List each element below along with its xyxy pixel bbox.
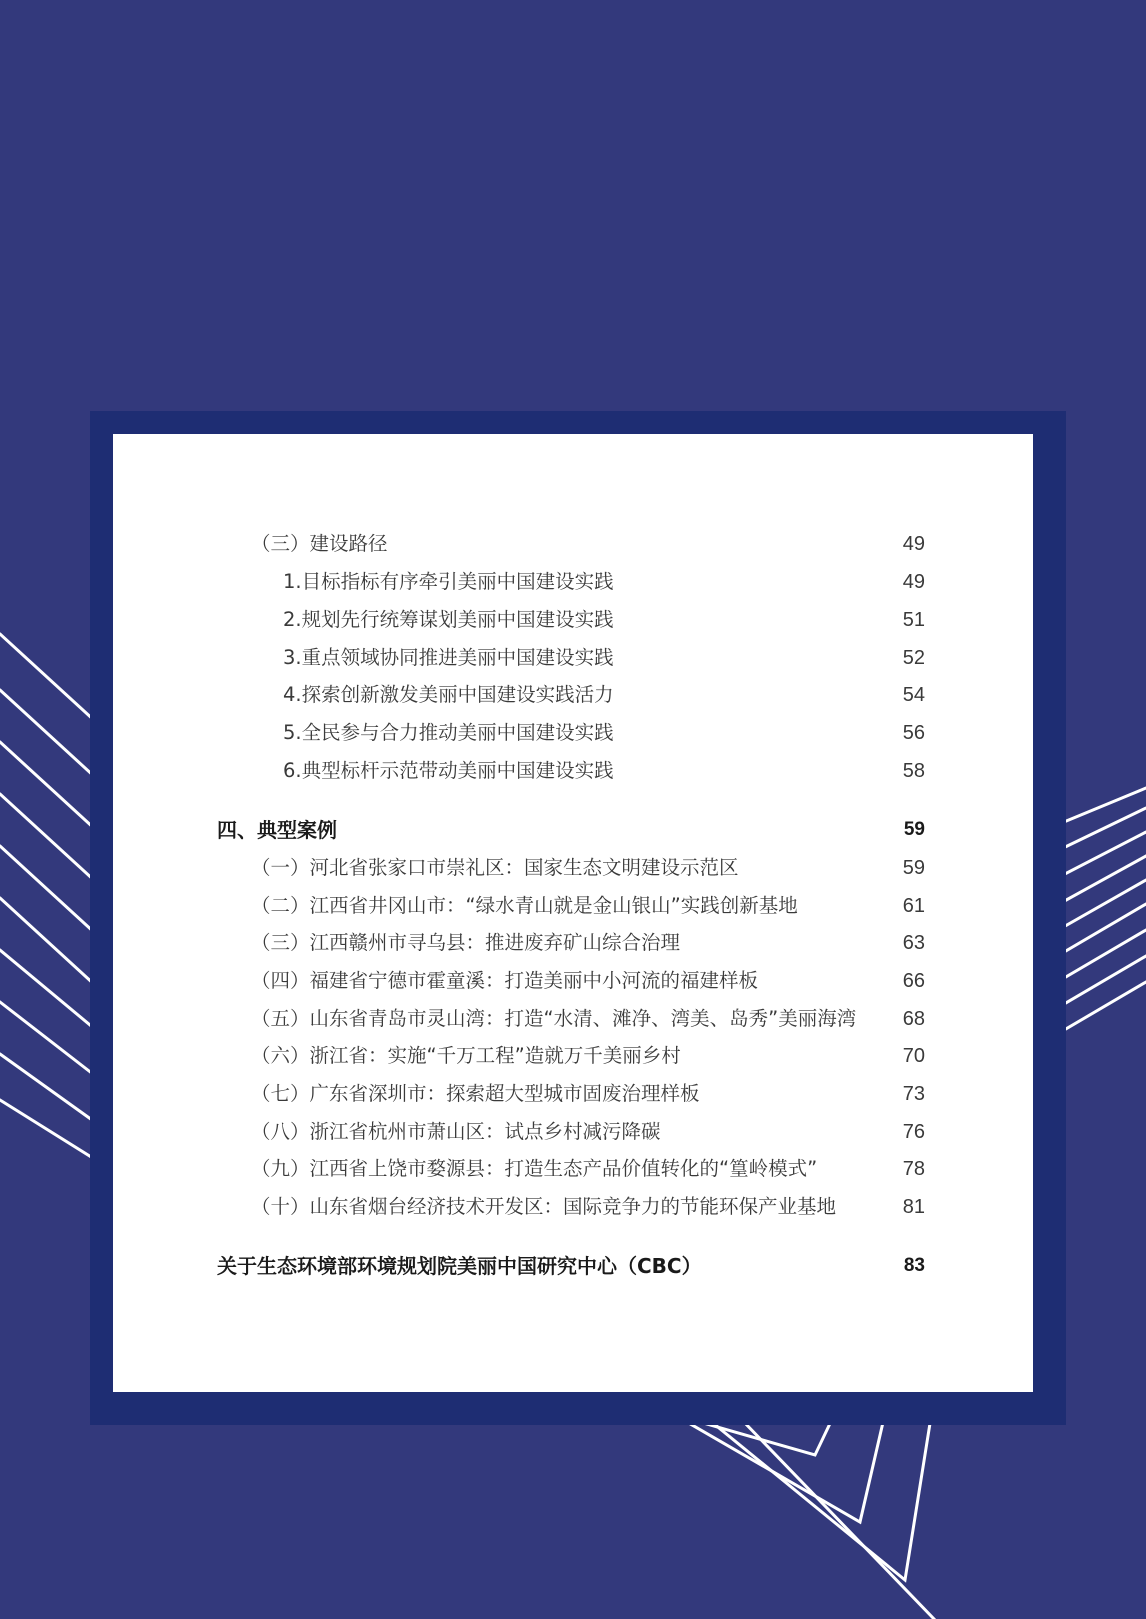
toc-entry-page: 68 xyxy=(902,1008,925,1030)
toc-entry-label: （六）浙江省：实施“千万工程”造就万千美丽乡村 xyxy=(251,1044,681,1067)
toc-entry-page: 58 xyxy=(902,760,925,782)
toc-section-label: 四、典型案例 xyxy=(217,818,337,842)
toc-entry-page: 54 xyxy=(902,684,925,706)
toc-entry xyxy=(113,755,1033,787)
toc-entry xyxy=(113,1153,1033,1185)
toc-entry-page: 76 xyxy=(902,1121,925,1143)
toc-entry xyxy=(113,890,1033,922)
toc-entry-page: 49 xyxy=(902,533,925,555)
toc-entry-page: 61 xyxy=(902,895,925,917)
toc-entry-page: 51 xyxy=(902,609,925,631)
toc-entry-label: 2.规划先行统筹谋划美丽中国建设实践 xyxy=(283,608,614,631)
toc-entry-page: 66 xyxy=(902,970,925,992)
toc-entry-label: （一）河北省张家口市崇礼区：国家生态文明建设示范区 xyxy=(251,856,739,879)
toc-entry-label: 1.目标指标有序牵引美丽中国建设实践 xyxy=(283,570,614,593)
toc-entry-page: 56 xyxy=(902,722,925,744)
toc-entry-label: （三）建设路径 xyxy=(251,532,388,555)
toc-entry xyxy=(113,1003,1033,1035)
toc-entry xyxy=(113,528,1033,560)
toc-entry xyxy=(113,1078,1033,1110)
toc-entry-label: （四）福建省宁德市霍童溪：打造美丽中小河流的福建样板 xyxy=(251,969,759,992)
toc-entry-page: 81 xyxy=(902,1196,925,1218)
toc-entry-page: 70 xyxy=(902,1045,925,1067)
toc-entry xyxy=(113,1040,1033,1072)
toc-entry-label: （十）山东省烟台经济技术开发区：国际竞争力的节能环保产业基地 xyxy=(251,1195,837,1218)
toc-entry xyxy=(113,679,1033,711)
toc-section-heading xyxy=(113,814,1033,846)
toc-entry xyxy=(113,566,1033,598)
toc-entry-label: 5.全民参与合力推动美丽中国建设实践 xyxy=(283,721,614,744)
toc-entry xyxy=(113,927,1033,959)
toc-entry-page: 73 xyxy=(902,1083,925,1105)
toc-section-heading xyxy=(113,1250,1033,1282)
toc-entry xyxy=(113,604,1033,636)
toc-entry-page: 49 xyxy=(902,571,925,593)
toc-entry-label: 3.重点领域协同推进美丽中国建设实践 xyxy=(283,646,614,669)
toc-entry xyxy=(113,852,1033,884)
toc-section-page: 83 xyxy=(903,1255,925,1276)
toc-entry xyxy=(113,1116,1033,1148)
toc-entry-page: 52 xyxy=(902,647,925,669)
toc-entry xyxy=(113,965,1033,997)
toc-entry-label: （二）江西省井冈山市：“绿水青山就是金山银山”实践创新基地 xyxy=(251,894,798,917)
toc-entry xyxy=(113,717,1033,749)
toc-entry xyxy=(113,1191,1033,1223)
toc-entry-label: （七）广东省深圳市：探索超大型城市固废治理样板 xyxy=(251,1082,700,1105)
toc-entry-label: 4.探索创新激发美丽中国建设实践活力 xyxy=(283,683,614,706)
toc-entry-label: （三）江西赣州市寻乌县：推进废弃矿山综合治理 xyxy=(251,931,681,954)
toc-entry-label: （九）江西省上饶市婺源县：打造生态产品价值转化的“篁岭模式” xyxy=(251,1157,818,1180)
toc-entry xyxy=(113,642,1033,674)
toc-entry-page: 59 xyxy=(902,857,925,879)
toc-entry-label: （五）山东省青岛市灵山湾：打造“水清、滩净、湾美、岛秀”美丽海湾 xyxy=(251,1007,857,1030)
toc-section-label: 关于生态环境部环境规划院美丽中国研究中心（CBC） xyxy=(217,1254,702,1278)
toc-entry-page: 63 xyxy=(902,932,925,954)
toc-card xyxy=(113,434,1033,1392)
toc-entry-label: 6.典型标杆示范带动美丽中国建设实践 xyxy=(283,759,614,782)
toc-section-page: 59 xyxy=(903,819,925,840)
toc-entry-page: 78 xyxy=(902,1158,925,1180)
toc-entry-label: （八）浙江省杭州市萧山区：试点乡村减污降碳 xyxy=(251,1120,661,1143)
